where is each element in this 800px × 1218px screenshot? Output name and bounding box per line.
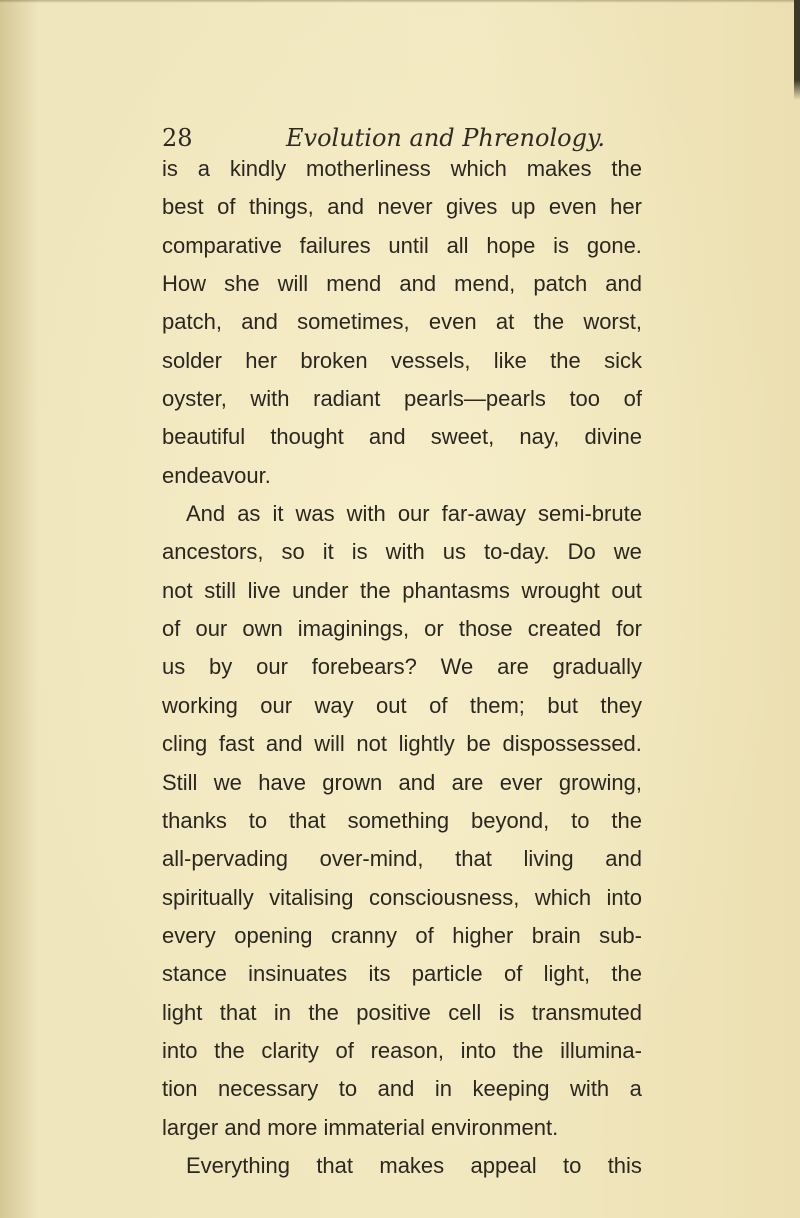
word: every (162, 922, 216, 948)
word: with (346, 501, 386, 527)
word: growing, (558, 769, 642, 795)
word: tion (162, 1076, 198, 1102)
word: that (455, 846, 492, 872)
word: positive (356, 999, 431, 1025)
word: gone. (586, 232, 642, 258)
word: a (629, 1076, 642, 1102)
word: the (512, 1037, 544, 1063)
word: reason, (370, 1037, 444, 1063)
word: makes (379, 1152, 445, 1178)
word: sweet, (430, 424, 495, 450)
word: patch, (162, 309, 222, 335)
text-line (162, 188, 642, 226)
word: live (247, 577, 281, 603)
word: in (434, 1076, 452, 1102)
text-line (162, 687, 642, 725)
word: higher (452, 922, 514, 948)
word: to (562, 1152, 582, 1178)
word: out (376, 692, 407, 718)
word: and (399, 271, 437, 297)
word: solder (162, 347, 222, 373)
word: nay, (519, 424, 560, 450)
word: up (510, 194, 536, 220)
word: larger (162, 1114, 225, 1140)
word: environment. (431, 1114, 559, 1140)
word: of (415, 922, 434, 948)
word: and (241, 309, 278, 335)
word: worst, (583, 309, 642, 335)
word: patch (533, 271, 588, 297)
word: and (327, 194, 364, 220)
word: working (162, 692, 238, 718)
word: We (440, 654, 474, 680)
word: us (442, 539, 467, 565)
text-line (162, 303, 642, 341)
word: with (385, 539, 425, 565)
word: a (197, 156, 211, 181)
text-line (162, 802, 642, 840)
word: insinuates (248, 961, 348, 987)
word: pearls—pearls (404, 386, 546, 412)
word: out (611, 577, 642, 603)
word: that (288, 807, 326, 833)
word: immaterial (323, 1114, 432, 1140)
word: and (377, 1076, 415, 1102)
word: and (368, 424, 406, 450)
text-line (162, 879, 642, 917)
word: the (533, 309, 565, 335)
word: divine (584, 424, 642, 450)
word: are (497, 654, 529, 680)
word: and (605, 846, 642, 872)
text-line (162, 1032, 642, 1070)
text-line (162, 533, 642, 571)
word: was (295, 501, 335, 527)
word: far-away (441, 501, 526, 527)
word: our (256, 654, 288, 680)
word: light (162, 999, 203, 1025)
text-line (162, 840, 642, 878)
word: Still (162, 769, 198, 795)
word: sub- (599, 922, 642, 948)
word: even (548, 194, 597, 220)
word: and (398, 769, 436, 795)
word: the (611, 961, 642, 987)
word: to (248, 807, 268, 833)
word: them; (469, 692, 525, 718)
page-gutter-shadow (0, 0, 38, 1218)
word: we (613, 539, 642, 565)
word: semi-brute (538, 501, 642, 527)
word: we (213, 769, 242, 795)
word: or (424, 616, 444, 642)
text-line (162, 1109, 642, 1147)
text-line (162, 150, 642, 188)
word: into (606, 884, 642, 910)
word: the (308, 999, 339, 1025)
word: How (162, 271, 207, 297)
word: Do (567, 539, 596, 565)
word: of (217, 194, 236, 220)
word: is (351, 539, 368, 565)
text-line (162, 1070, 642, 1108)
text-line (162, 227, 642, 265)
page-number: 28 (162, 124, 193, 152)
word: beautiful (162, 424, 246, 450)
word: keeping (472, 1076, 550, 1102)
page-top-edge (0, 0, 800, 3)
word: its (368, 961, 391, 987)
word: the (611, 807, 642, 833)
word: her (610, 194, 642, 220)
text-line (162, 418, 642, 456)
word: which (450, 156, 507, 181)
word: they (600, 692, 642, 718)
word: by (209, 654, 233, 680)
word: broken (300, 347, 368, 373)
word: too (569, 386, 601, 412)
word: is (553, 232, 570, 258)
word: comparative (162, 232, 282, 258)
word: that (316, 1152, 354, 1178)
word: not (356, 731, 387, 757)
text-line (162, 994, 642, 1032)
word: transmuted (531, 999, 642, 1025)
text-line (162, 495, 642, 533)
text-line (162, 725, 642, 763)
word: that (219, 999, 257, 1025)
word: spiritually (162, 884, 254, 910)
word: failures (299, 232, 371, 258)
word: vitalising (269, 884, 354, 910)
word: more (267, 1114, 324, 1140)
word: of (429, 692, 448, 718)
word: clarity (261, 1037, 319, 1063)
word: brain (531, 922, 581, 948)
text-line (162, 572, 642, 610)
word: living (523, 846, 574, 872)
word: cling (162, 731, 208, 757)
word: our (195, 616, 228, 642)
word: for (616, 616, 642, 642)
word: at (495, 309, 515, 335)
word: imaginings, (297, 616, 410, 642)
word: something (347, 807, 450, 833)
word: ancestors, (162, 539, 264, 565)
word: thought (270, 424, 344, 450)
word: to-day. (484, 539, 550, 565)
word: mend, (454, 271, 516, 297)
word: forebears? (311, 654, 417, 680)
word: in (273, 999, 291, 1025)
word: oyster, (162, 386, 227, 412)
word: so (281, 539, 305, 565)
word: will (314, 731, 345, 757)
word: light, (543, 961, 591, 987)
word: still (204, 577, 236, 603)
word: into (460, 1037, 497, 1063)
word: will (277, 271, 309, 297)
text-line (162, 380, 642, 418)
word: not (162, 577, 193, 603)
word: until (388, 232, 429, 258)
word: consciousness, (368, 884, 520, 910)
word: those (458, 616, 513, 642)
word: our (260, 692, 293, 718)
word: kindly (229, 156, 287, 181)
running-title: Evolution and Phrenology. (286, 124, 605, 152)
word: as (237, 501, 261, 527)
word: like (493, 347, 527, 373)
word: ever (499, 769, 543, 795)
word: gradually (552, 654, 642, 680)
word: her (245, 347, 278, 373)
text-line (162, 610, 642, 648)
word: our (397, 501, 430, 527)
word: to (571, 807, 590, 833)
word: dispossessed. (502, 731, 642, 757)
word: cranny (330, 922, 397, 948)
word: of (335, 1037, 354, 1063)
word: under (292, 577, 349, 603)
page-right-edge (794, 0, 800, 100)
word: grown (322, 769, 383, 795)
word: endeavour. (162, 462, 271, 488)
word: but (547, 692, 578, 718)
word: is (498, 999, 515, 1025)
word: necessary (217, 1076, 319, 1102)
word: she (224, 271, 260, 297)
word: radiant (313, 386, 381, 412)
word: Everything (186, 1152, 290, 1178)
word: into (162, 1037, 198, 1063)
text-line (162, 764, 642, 802)
word: illumina- (560, 1037, 642, 1063)
word: be (466, 731, 491, 757)
word: and (605, 271, 642, 297)
word: phantasms (402, 577, 510, 603)
word: opening (234, 922, 313, 948)
word: And (186, 501, 226, 527)
word: and (265, 731, 303, 757)
word: and (224, 1114, 268, 1140)
word: of (162, 616, 181, 642)
body-text (162, 150, 642, 1185)
word: the (360, 577, 391, 603)
word: with (570, 1076, 610, 1102)
word: is (162, 156, 178, 181)
text-line (162, 1147, 642, 1185)
word: have (258, 769, 306, 795)
word: never (377, 194, 433, 220)
word: particle (411, 961, 483, 987)
word: beyond, (470, 807, 550, 833)
text-line (162, 955, 642, 993)
word: thanks (162, 807, 227, 833)
word: fast (218, 731, 255, 757)
text-line (162, 648, 642, 686)
word: all-pervading (162, 846, 288, 872)
word: gives (446, 194, 498, 220)
word: own (242, 616, 283, 642)
word: best (162, 194, 204, 220)
text-line (162, 265, 642, 303)
word: vessels, (390, 347, 471, 373)
word: the (214, 1037, 245, 1063)
word: motherliness (306, 156, 431, 181)
word: mend (326, 271, 382, 297)
word: with (250, 386, 290, 412)
word: it (322, 539, 334, 565)
word: it (272, 501, 284, 527)
word: makes (526, 156, 592, 181)
word: stance (162, 961, 227, 987)
word: are (451, 769, 484, 795)
word: hope (486, 232, 536, 258)
word: all (446, 232, 469, 258)
word: over-mind, (319, 846, 424, 872)
word: the (611, 156, 642, 181)
word: to (338, 1076, 358, 1102)
word: of (503, 961, 523, 987)
word: this (607, 1152, 642, 1178)
text-line (162, 917, 642, 955)
word: sometimes, (297, 309, 410, 335)
word: the (550, 347, 581, 373)
word: way (314, 692, 354, 718)
word: created (527, 616, 602, 642)
word: which (534, 884, 592, 910)
word: wrought (521, 577, 600, 603)
word: things, (248, 194, 314, 220)
word: sick (604, 347, 642, 373)
word: even (428, 309, 477, 335)
word: us (162, 654, 186, 680)
word: lightly (398, 731, 455, 757)
word: cell (448, 999, 482, 1025)
text-line (162, 457, 642, 495)
text-line (162, 342, 642, 380)
word: appeal (470, 1152, 537, 1178)
word: of (623, 386, 642, 412)
